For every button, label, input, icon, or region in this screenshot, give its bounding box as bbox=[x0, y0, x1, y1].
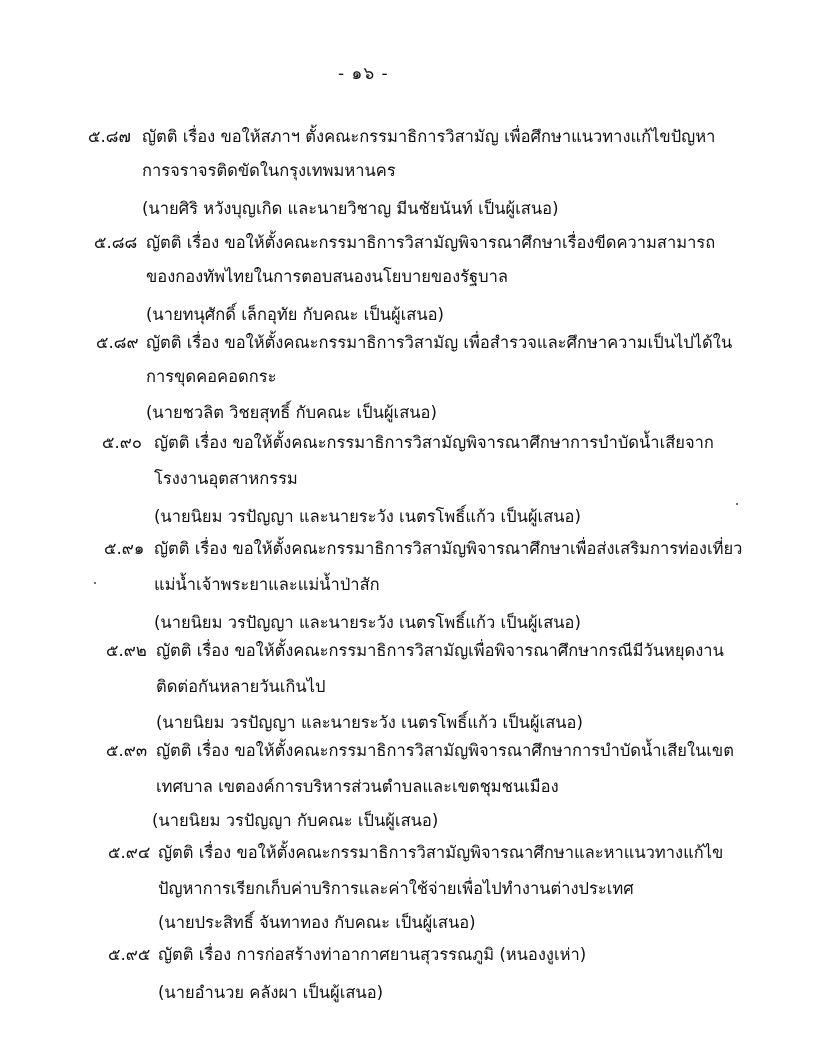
item-title-continuation: โรงงานอุตสาหกรรม bbox=[154, 469, 298, 488]
item-title: ญัตติ เรื่อง ขอให้ตั้งคณะกรรมาธิการวิสามัญพิจารณาศึกษาการบำบัดน้ำเสียในเขต bbox=[156, 741, 734, 760]
scan-speck bbox=[94, 582, 96, 584]
item-number: ๕.๙๒ bbox=[106, 641, 147, 660]
item-title-continuation: แม่น้ำเจ้าพระยาและแม่น้ำป่าสัก bbox=[154, 575, 380, 594]
item-number: ๕.๙๔ bbox=[108, 843, 151, 862]
page-number: - ๑๖ - bbox=[338, 64, 389, 84]
item-title-continuation: ติดต่อกันหลายวันเกินไป bbox=[156, 677, 326, 696]
scan-speck bbox=[736, 503, 738, 505]
item-title-continuation: การขุดคอคอดกระ bbox=[146, 367, 277, 386]
item-title: ญัตติ เรื่อง ขอให้ตั้งคณะกรรมาธิการวิสามัญพิจารณาศึกษาและหาแนวทางแก้ไข bbox=[158, 843, 724, 862]
item-number: ๕.๘๗ bbox=[88, 127, 131, 146]
item-proposer: (นายนิยม วรปัญญา และนายระวัง เนตรโพธิ์แก้ว เป็นผู้เสนอ) bbox=[154, 507, 581, 526]
item-title: ญัตติ เรื่อง ขอให้ตั้งคณะกรรมาธิการวิสามัญเพื่อพิจารณาศึกษากรณีมีวันหยุดงาน bbox=[156, 641, 724, 660]
item-title: ญัตติ เรื่อง ขอให้ตั้งคณะกรรมาธิการวิสามัญพิจารณาศึกษาการบำบัดน้ำเสียจาก bbox=[154, 433, 714, 452]
item-title-continuation: เทศบาล เขตองค์การบริหารส่วนตำบลและเขตชุมชนเมือง bbox=[156, 777, 559, 796]
item-number: ๕.๘๘ bbox=[94, 233, 138, 252]
item-proposer: (นายศิริ หวังบุญเกิด และนายวิชาญ มีนชัยนันท์ เป็นผู้เสนอ) bbox=[142, 199, 559, 218]
item-number: ๕.๙๓ bbox=[106, 741, 148, 760]
item-title-continuation: การจราจรติดขัดในกรุงเทพมหานคร bbox=[142, 161, 396, 180]
item-proposer: (นายนิยม วรปัญญา และนายระวัง เนตรโพธิ์แก้ว เป็นผู้เสนอ) bbox=[156, 713, 583, 732]
item-title: ญัตติ เรื่อง ขอให้ตั้งคณะกรรมาธิการวิสามัญ เพื่อสำรวจและศึกษาความเป็นไปได้ใน bbox=[146, 333, 733, 352]
item-number: ๕.๙๕ bbox=[108, 945, 151, 964]
item-title-continuation: ของกองทัพไทยในการตอบสนองนโยบายของรัฐบาล bbox=[146, 267, 508, 286]
item-number: ๕.๙๐ bbox=[102, 433, 142, 452]
item-title: ญัตติ เรื่อง การก่อสร้างท่าอากาศยานสุวรรณภูมิ (หนองงูเห่า) bbox=[158, 945, 587, 964]
item-number: ๕.๙๑ bbox=[104, 539, 145, 558]
item-title: ญัตติ เรื่อง ขอให้ตั้งคณะกรรมาธิการวิสามัญพิจารณาศึกษาเพื่อส่งเสริมการท่องเที่ยว bbox=[154, 539, 743, 558]
item-title: ญัตติ เรื่อง ขอให้ตั้งคณะกรรมาธิการวิสามัญพิจารณาศึกษาเรื่องขีดความสามารถ bbox=[146, 233, 716, 252]
item-proposer: (นายทนุศักดิ์ เล็กอุทัย กับคณะ เป็นผู้เสนอ) bbox=[146, 305, 444, 324]
item-proposer: (นายนิยม วรปัญญา และนายระวัง เนตรโพธิ์แก้ว เป็นผู้เสนอ) bbox=[154, 613, 581, 632]
item-proposer: (นายชวลิต วิชยสุทธิ์ กับคณะ เป็นผู้เสนอ) bbox=[146, 403, 437, 422]
item-proposer: (นายประสิทธิ์ จันทาทอง กับคณะ เป็นผู้เสนอ) bbox=[158, 913, 476, 932]
item-proposer: (นายนิยม วรปัญญา กับคณะ เป็นผู้เสนอ) bbox=[152, 811, 439, 830]
item-title-continuation: ปัญหาการเรียกเก็บค่าบริการและค่าใช้จ่ายเพื่อไปทำงานต่างประเทศ bbox=[158, 879, 634, 898]
item-title: ญัตติ เรื่อง ขอให้สภาฯ ตั้งคณะกรรมาธิการวิสามัญ เพื่อศึกษาแนวทางแก้ไขปัญหา bbox=[142, 127, 716, 146]
item-number: ๕.๘๙ bbox=[96, 333, 139, 352]
item-proposer: (นายอำนวย คลังผา เป็นผู้เสนอ) bbox=[158, 983, 384, 1002]
